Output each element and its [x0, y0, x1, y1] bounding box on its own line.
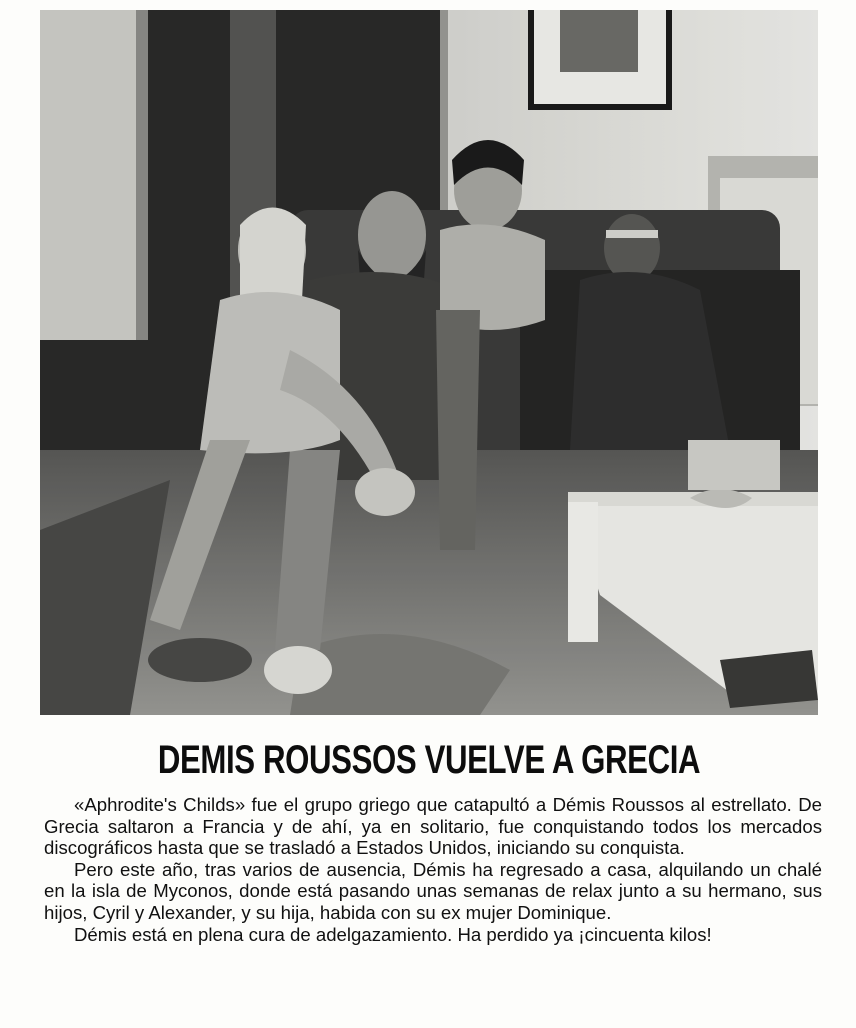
family-photo [40, 10, 818, 715]
article-body [44, 794, 822, 945]
article-paragraph: Pero este año, tras varios de ausencia, Démis ha regresado a casa, alquilando un chalé en la isla de Myconos, donde está pasando unas semanas de relax junto a su hermano, sus hijos, Cyril y Alexander, y su hija, habida con su ex mujer Dominique. [44, 858, 822, 923]
headline: DEMIS ROUSSOS VUELVE A GRECIA [157, 738, 701, 782]
article-paragraph: «Aphrodite's Childs» fue el grupo griego que catapultó a Démis Roussos al estrellato. De Grecia saltaron a Francia y de ahí, ya en solitario, fue conquistando todos los mercados discográficos hasta que se trasladó a Estados Unidos, iniciando su conquista. [44, 794, 822, 859]
article-paragraph: Démis está en plena cura de adelgazamiento. Ha perdido ya ¡cincuenta kilos! [74, 923, 712, 945]
photo-illustration [40, 10, 818, 715]
